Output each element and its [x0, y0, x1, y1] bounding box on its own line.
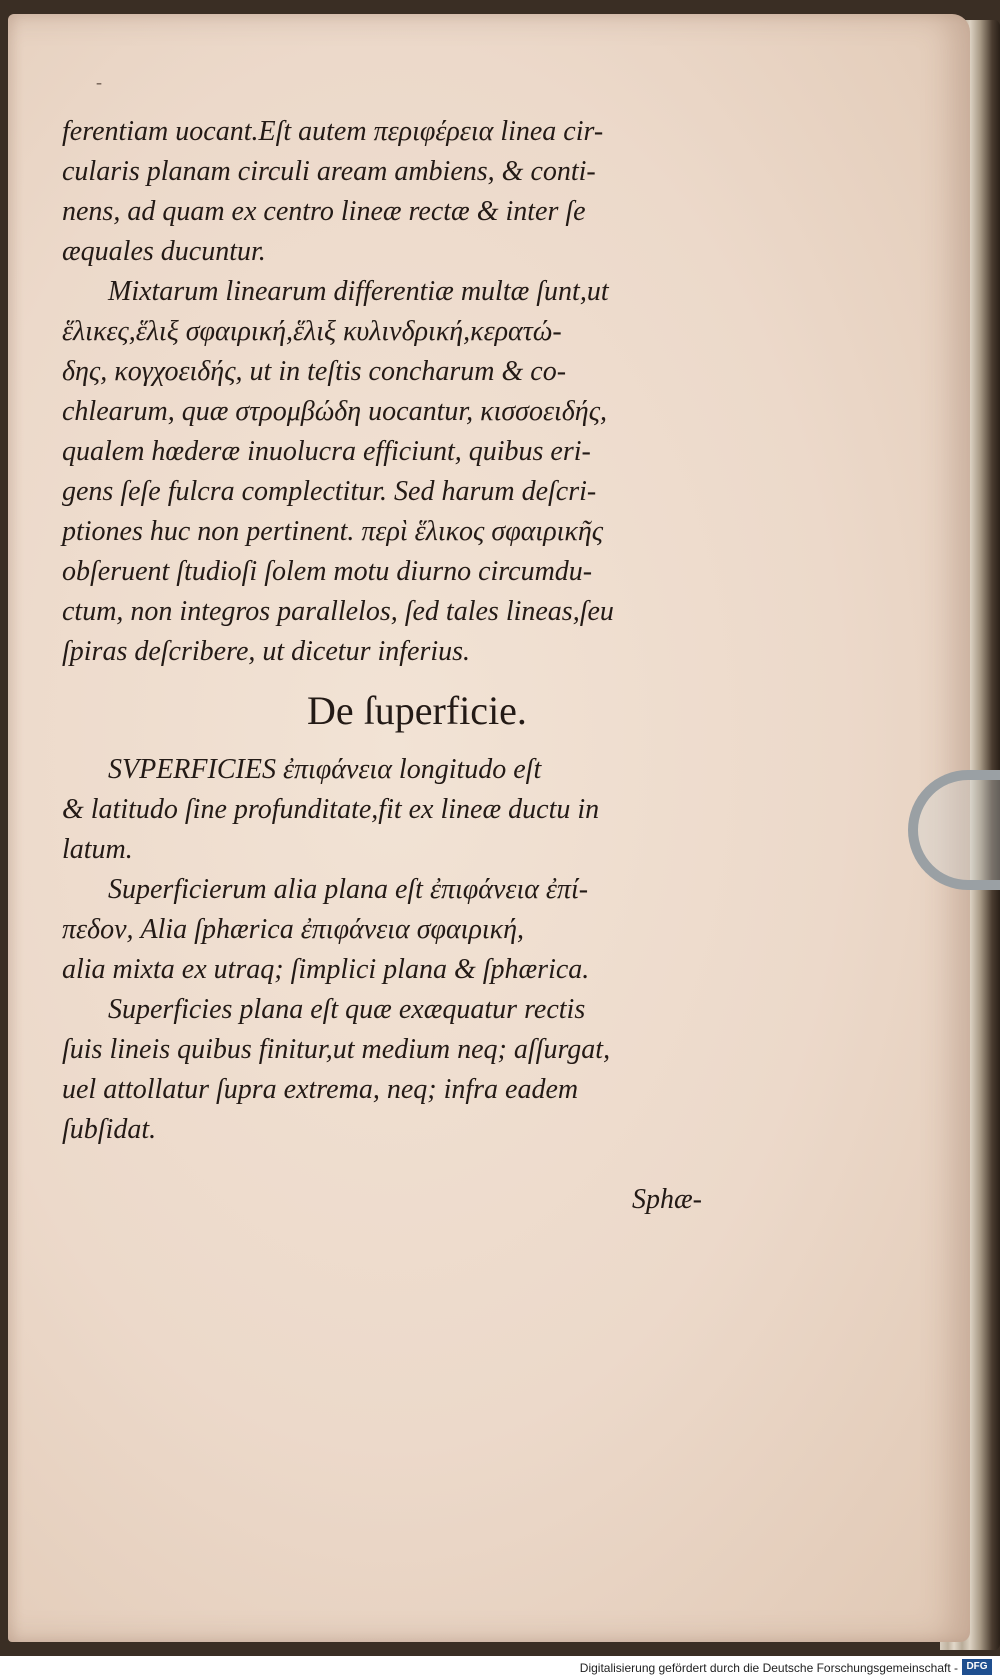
text-line: SVPERFICIES ἐπιφάνεια longitudo eſt	[108, 754, 542, 785]
text-line: qualem hœderæ inuolucra efficiunt, quibus eri-	[62, 436, 591, 467]
text-line: ptiones huc non pertinent. περὶ ἕλικος σφαιρικῆς	[62, 516, 604, 547]
text-line: & latitudo ſine profunditate,fit ex lineæ ductu in	[62, 794, 600, 825]
text-line: ferentiam uocant.Eſt autem περιφέρεια linea cir-	[62, 116, 604, 147]
text-line: Superficies plana eſt quæ exæquatur rectis	[108, 994, 586, 1025]
text-line: chlearum, quæ στρομβώδη uocantur, κισσοειδής,	[62, 396, 608, 427]
text-line: alia mixta ex utraq; ſimplici plana & ſphærica.	[62, 954, 590, 985]
text-line: latum.	[62, 834, 133, 865]
text-line: ſubſidat.	[62, 1114, 157, 1145]
text-line: cularis planam circuli aream ambiens, & conti-	[62, 156, 596, 187]
catchword: Sphæ-	[632, 1184, 702, 1215]
text-line: æquales ducuntur.	[62, 236, 266, 267]
text-line: ἕλικες,ἕλιξ σφαιρική,ἕλιξ κυλινδρική,κερατώ-	[62, 316, 562, 347]
text-line: obſeruent ſtudioſi ſolem motu diurno circumdu-	[62, 556, 593, 587]
page-text	[62, 112, 702, 1220]
text-line: nens, ad quam ex centro lineæ rectæ & inter ſe	[62, 196, 586, 227]
dfg-logo: DFG	[962, 1659, 992, 1675]
text-line: Superficierum alia plana eſt ἐπιφάνεια ἐπί-	[108, 874, 589, 905]
text-line: gens ſeſe fulcra complectitur. Sed harum deſcri-	[62, 476, 597, 507]
footer-bar	[0, 1656, 1000, 1679]
text-line: ſpiras deſcribere, ut dicetur inferius.	[62, 636, 471, 667]
text-line: πεδον, Alia ſphærica ἐπιφάνεια σφαιρική,	[62, 914, 525, 945]
text-line: Mixtarum linearum differentiæ multæ ſunt,ut	[108, 276, 609, 307]
text-line: ctum, non integros parallelos, ſed tales lineas,ſeu	[62, 596, 614, 627]
text-line: δης, κογχοειδής, ut in teſtis concharum & co-	[62, 356, 567, 387]
paragraph-surface-definition	[62, 750, 702, 870]
paragraph-circumference	[62, 112, 702, 272]
page-speck: -	[96, 72, 102, 92]
paragraph-plane-surface	[62, 990, 702, 1150]
text-line: ſuis lineis quibus finitur,ut medium neq; aſſurgat,	[62, 1034, 611, 1065]
paragraph-surface-kinds	[62, 870, 702, 990]
section-heading: De ſuperficie.	[307, 688, 527, 733]
footer-credit: Digitalisierung gefördert durch die Deutsche Forschungsgemeinschaft -	[579, 1661, 958, 1675]
text-line: uel attollatur ſupra extrema, neq; infra eadem	[62, 1074, 579, 1105]
paragraph-mixed-lines	[62, 272, 702, 672]
